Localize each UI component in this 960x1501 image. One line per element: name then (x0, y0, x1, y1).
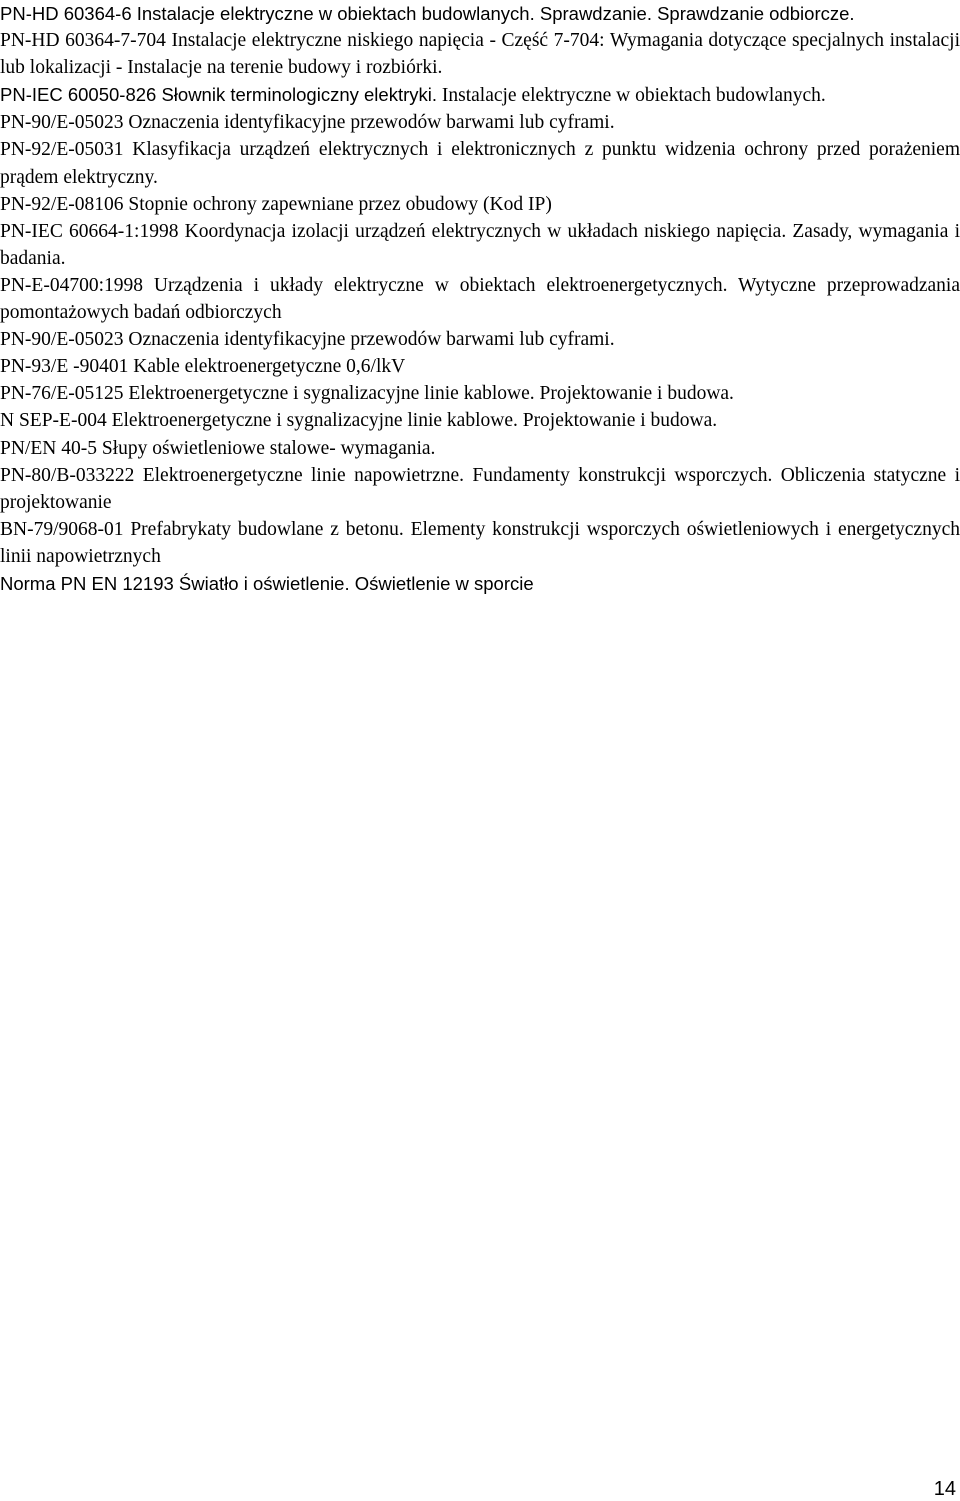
reference-pn-76-e-05125: PN-76/E-05125 Elektroenergetyczne i sygnalizacyjne linie kablowe. Projektowanie i budowa. (0, 383, 734, 405)
reference-pn-iec-60664-1: PN-IEC 60664-1:1998 Koordynacja izolacji urządzeń elektrycznych w układach niskiego napięcia. Zasady, wymagania i badania. (0, 220, 960, 269)
reference-pn-en-40-5: PN/EN 40-5 Słupy oświetleniowe stalowe- wymagania. (0, 437, 436, 459)
reference-part-sans: PN-IEC 60050-826 Słownik terminologiczny elektryki. (0, 84, 437, 106)
reference-pn-iec-60050-826 (0, 81, 960, 109)
reference-n-sep-e-004: N SEP-E-004 Elektroenergetyczne i sygnalizacyjne linie kablowe. Projektowanie i budowa. (0, 410, 718, 432)
page-number: 14 (933, 1478, 956, 1500)
reference-pn-90-e-05023-repeat: PN-90/E-05023 Oznaczenia identyfikacyjne przewodów barwami lub cyframi. (0, 329, 615, 351)
reference-pn-hd-60364-6: PN-HD 60364-6 Instalacje elektryczne w obiektach budowlanych. Sprawdzanie. Sprawdzanie odbiorcze. (0, 3, 855, 24)
reference-pn-hd-60364-7-704: PN-HD 60364-7-704 Instalacje elektryczne niskiego napięcia - Część 7-704: Wymagania dotyczące specjalnych instalacji lub lokalizacji - Instalacje na terenie budowy i rozbiórki. (0, 30, 960, 79)
reference-pn-92-e-08106: PN-92/E-08106 Stopnie ochrony zapewniane przez obudowy (Kod IP) (0, 193, 552, 215)
reference-pn-en-12193: Norma PN EN 12193 Światło i oświetlenie. Oświetlenie w sporcie (0, 572, 534, 594)
reference-pn-92-e-05031: PN-92/E-05031 Klasyfikacja urządzeń elektrycznych i elektronicznych z punktu widzenia ochrony przed porażeniem prądem elektryczny. (0, 139, 960, 188)
reference-bn-79-9068-01: BN-79/9068-01 Prefabrykaty budowlane z betonu. Elementy konstrukcji wsporczych oświetleniowych i energetycznych linii napowietrznych (0, 518, 960, 567)
reference-pn-90-e-05023: PN-90/E-05023 Oznaczenia identyfikacyjne przewodów barwami lub cyframi. (0, 112, 615, 134)
reference-pn-80-b-033222: PN-80/B-033222 Elektroenergetyczne linie napowietrzne. Fundamenty konstrukcji wsporczych. Obliczenia statyczne i projektowanie (0, 464, 960, 513)
document-body (0, 0, 960, 597)
reference-part-serif: Instalacje elektryczne w obiektach budowlanych. (437, 85, 826, 107)
reference-pn-93-e-90401: PN-93/E -90401 Kable elektroenergetyczne 0,6/lkV (0, 356, 406, 378)
reference-pn-e-04700: PN-E-04700:1998 Urządzenia i układy elektryczne w obiektach elektroenergetycznych. Wytyczne przeprowadzania pomontażowych badań odbiorczych (0, 274, 960, 324)
